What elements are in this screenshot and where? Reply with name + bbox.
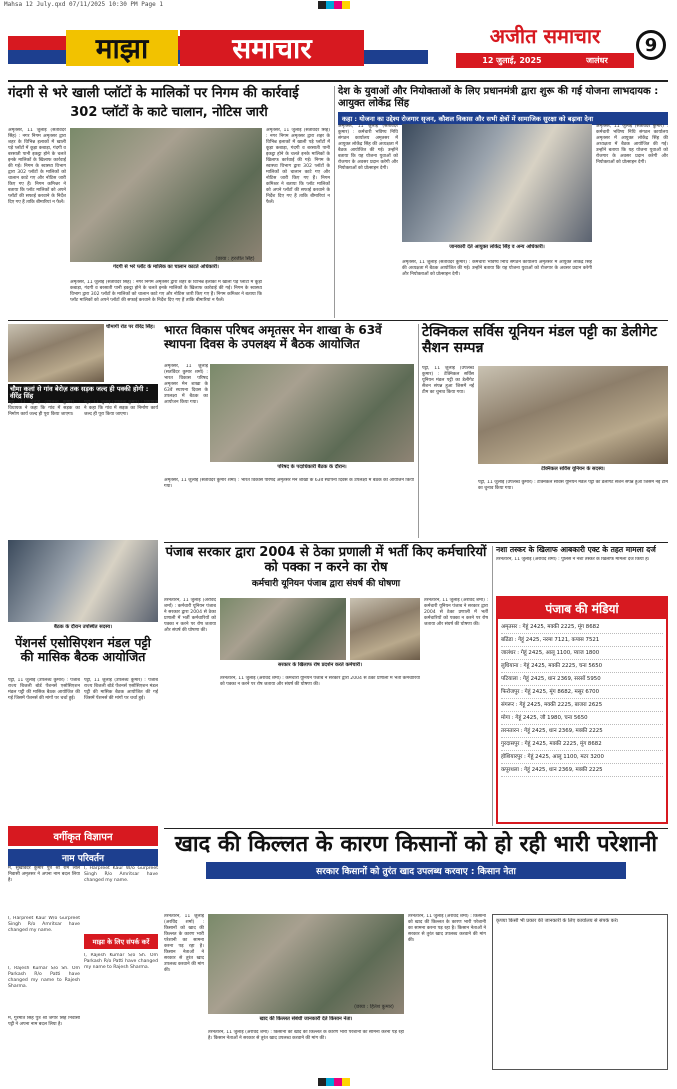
story-pension-body-col2: पट्टी, 11 जुलाई (उपलब्ध कुमार) : पंजाब राज्य बिजली बोर्ड पेंशनर्स एसोसिएशन मंडल पट्टी की मासिक बैठक आयोजित की गई जिसमें पेंशनर्स की मांगों पर चर्चा हुई। (84, 678, 158, 701)
story-pension-photo-caption: बैठक के दौरान उपस्थित सदस्य। (53, 624, 112, 630)
story-drug (496, 546, 668, 594)
page-number-badge (636, 30, 666, 60)
story-plots-body-col3: अमृतसर, 11 जुलाई (सतविंदर सिंह) : नगर निगम अमृतसर द्वारा शहर के विभिन्न इलाकों में खाली पड़े प्लॉटों में कूड़ा कबाड़ा, गंदगी व बरसाती पानी इकट्ठा होने के चलते इनके मालिकों के खिलाफ कार्रवाई की गई। निगम के स्वास्थ्य विभाग द्वारा 302 प्लॉटों के मालिकों को चालान काटे गए और नोटिस जारी किए गए हैं। निगम कमिश्नर ने बताया कि प्लॉट मालिकों को अपने प्लॉटों की सफाई करवाने के निर्देश दिए गए हैं ताकि बीमारियां न फैलें। (266, 128, 330, 205)
registration-marks-bottom (318, 1078, 350, 1086)
column-rule-3 (492, 546, 493, 826)
story-technical-photo-caption: टेक्निकल सर्विस यूनियन के सदस्य। (541, 466, 605, 472)
issue-city: जालंधर (586, 56, 608, 65)
story-bvp-photo-caption: परिषद के पदाधिकारी बैठक के दौरान। (277, 464, 347, 470)
story-technical-body-cont: पट्टी, 11 जुलाई (उपलब्ध कुमार) : टेक्निकल सर्विस यूनियन मंडल पट्टी का डेलीगेट सैशन संपन्न हुआ जिसमें नई टीम का चुनाव किया गया। (478, 480, 668, 491)
classified-item: मैं, गुरमीत सिंह पुत्र श्री जगीर सिंह निवासी पट्टी ने अपना नाम बदल लिया है। (8, 1016, 80, 1027)
masthead-title-right-box (180, 30, 364, 66)
mandi-row: संगरूर : गेहूं 2425, मक्की 2225, बाजरा 2625 (501, 699, 663, 712)
story-plots-subhead: 302 प्लॉटों के काटे चालान, नोटिस जारी (70, 104, 268, 120)
story-road-body: पट्टी, 11 जुलाई (उपलब्ध कुमार) : विधायक ने कहा कि गांव में सड़क का निर्माण कार्य जल्द ही पूरा किया जाएगा। (8, 400, 80, 417)
story-plots (8, 86, 330, 316)
story-fertilizer-body: तरनतारन, 11 जुलाई (अरविंद शर्मा) : किसानों को खाद की किल्लत के कारण भारी परेशानी का सामना करना पड़ रहा है। किसान नेताओं ने सरकार से तुरंत खाद उपलब्ध करवाने की मांग की। (164, 914, 204, 973)
page-number: 9 (644, 34, 658, 56)
story-fertilizer-photo (208, 914, 404, 1014)
story-scheme-body-cont: अमृतसर, 11 जुलाई (सतविंदर कुमार) : कर्मचारी भविष्य निधि संगठन कार्यालय अमृतसर में आयुक्त लोकेंद्र सिंह की अध्यक्षता में बैठक आयोजित की गई। उन्होंने बताया कि यह योजना युवाओं को रोजगार के अवसर प्रदान करेगी और नियोक्ताओं को प्रोत्साहन देगी। (402, 260, 592, 277)
section-rule-2 (164, 542, 668, 543)
story-scheme-photo-caption: जानकारी देते आयुक्त लोकेंद्र सिंह व अन्य अधिकारी। (449, 244, 545, 250)
story-scheme-body-col3: अमृतसर, 11 जुलाई (सतविंदर कुमार) : कर्मचारी भविष्य निधि संगठन कार्यालय अमृतसर में आयुक्त लोकेंद्र सिंह की अध्यक्षता में बैठक आयोजित की गई। उन्होंने बताया कि यह योजना युवाओं को रोजगार के अवसर प्रदान करेगी और नियोक्ताओं को प्रोत्साहन देगी। (596, 124, 668, 165)
story-contract-body-col3: तरनतारन, 11 जुलाई (अरविंद शर्मा) : कर्मचारी यूनियन पंजाब ने सरकार द्वारा 2004 से ठेका प्रणाली में भर्ती कर्मचारियों को पक्का न करने पर रोष जताया और संघर्ष की घोषणा की। (424, 598, 488, 627)
registration-marks (318, 1, 350, 9)
classifieds-section: नाम परिवर्तन (8, 849, 158, 866)
file-info: Mahsa 12 July.qxd 07/11/2025 10:30 PM Page 1 (4, 1, 163, 8)
story-fertilizer-photo-caption: खाद की किल्लत संबंधी जानकारी देते किसान नेता। (259, 1016, 353, 1022)
story-road-headline: चौमा कलां से गांव बेरोज़ तक सड़क जल्द ही पक्की होगी : वीरेंद्र सिंह (8, 384, 158, 403)
classified-item: I, Harpreet Kaur W/o Gurpreet Singh R/o Amritsar have changed my name. (8, 916, 80, 933)
masthead-title-right: समाचार (232, 32, 312, 65)
story-contract-body-cont: तरनतारन, 11 जुलाई (अरविंद शर्मा) : कर्मचारी यूनियन पंजाब ने सरकार द्वारा 2004 से ठेका प्रणाली में भर्ती कर्मचारियों को पक्का न करने पर रोष जताया और संघर्ष की घोषणा की। (220, 676, 420, 687)
story-contract-photo-2 (350, 598, 420, 660)
story-technical-headline: टेक्निकल सर्विस यूनियन मंडल पट्टी का डेलीगेट सैशन सम्पन्न (422, 324, 658, 357)
story-technical (422, 324, 668, 538)
classifieds-ad-box: माझा के लिए संपर्क करें (84, 934, 158, 949)
story-contract-subhead: कर्मचारी यूनियन पंजाब द्वारा संघर्ष की घोषणा (251, 578, 401, 589)
mandi-box (496, 596, 668, 824)
story-scheme-body: अमृतसर, 11 जुलाई (सतविंदर कुमार) : कर्मचारी भविष्य निधि संगठन कार्यालय अमृतसर में आयुक्त लोकेंद्र सिंह की अध्यक्षता में बैठक आयोजित की गई। उन्होंने बताया कि यह योजना युवाओं को रोजगार के अवसर प्रदान करेगी और नियोक्ताओं को प्रोत्साहन देगी। (338, 124, 398, 171)
story-scheme-subhead: कहा : योजना का उद्देश्य रोजगार सृजन, कौशल विकास और सभी क्षेत्रों में सामाजिक सुरक्षा को बढ़ावा देना (338, 112, 668, 125)
story-contract (164, 546, 488, 826)
masthead-title-left-box (66, 30, 178, 66)
story-fertilizer-body-cont: तरनतारन, 11 जुलाई (अरविंद शर्मा) : किसानों को खाद की किल्लत के कारण भारी परेशानी का सामना करना पड़ रहा है। किसान नेताओं ने सरकार से तुरंत खाद उपलब्ध करवाने की मांग की। (208, 1030, 404, 1041)
story-contract-headline: पंजाब सरकार द्वारा 2004 से ठेका प्रणाली में भर्ती किए कर्मचारियों को पक्का न करने का रोष (165, 545, 487, 575)
story-plots-body-cont: अमृतसर, 11 जुलाई (सतविंदर सिंह) : नगर निगम अमृतसर द्वारा शहर के विभिन्न इलाकों में खाली पड़े प्लॉटों में कूड़ा कबाड़ा, गंदगी व बरसाती पानी इकट्ठा होने के चलते इनके मालिकों के खिलाफ कार्रवाई की गई। निगम के स्वास्थ्य विभाग द्वारा 302 प्लॉटों के मालिकों को चालान काटे गए और नोटिस जारी किए गए हैं। निगम कमिश्नर ने बताया कि प्लॉट मालिकों को अपने प्लॉटों की सफाई करवाने के निर्देश दिए गए हैं ताकि बीमारियां न फैलें। (70, 280, 262, 303)
story-fertilizer-body-col3: तरनतारन, 11 जुलाई (अरविंद शर्मा) : किसानों को खाद की किल्लत के कारण भारी परेशानी का सामना करना पड़ रहा है। किसान नेताओं ने सरकार से तुरंत खाद उपलब्ध करवाने की मांग की। (408, 914, 486, 943)
story-contract-photo-1 (220, 598, 346, 660)
story-plots-photo-caption: गंदगी से भरे प्लॉट के मालिक का चालान काटते अधिकारी। (113, 264, 219, 270)
column-rule-2 (418, 324, 419, 538)
story-drug-body: तरनतारन, 11 जुलाई (अरविंद शर्मा) : पुलिस ने नशा तस्कर के खिलाफ मामला दर्ज किया है। (496, 556, 650, 562)
mandi-row: बठिंडा : गेहूं 2425, नरमा 7121, कपास 7521 (501, 634, 663, 647)
story-contract-body: तरनतारन, 11 जुलाई (अरविंद शर्मा) : कर्मचारी यूनियन पंजाब ने सरकार द्वारा 2004 से ठेका प्रणाली में भर्ती कर्मचारियों को पक्का न करने पर रोष जताया और संघर्ष की घोषणा की। (164, 598, 216, 633)
mandi-row: होशियारपुर : गेहूं 2425, आलू 1100, मटर 3200 (501, 751, 663, 764)
story-road-photo-caption: चौमार्गी रोड पर वीरेंद्र सिंह। (106, 324, 155, 330)
story-fertilizer-photo-credit: (छाया : हितेश कुमार) (354, 1004, 394, 1010)
mandi-row: लुधियाना : गेहूं 2425, मक्की 2225, चना 5650 (501, 660, 663, 673)
story-pension-headline: पेंशनर्स एसोसिएशन मंडल पट्टी की मासिक बैठक आयोजित (15, 635, 151, 665)
story-fertilizer-headline: खाद की किल्लत के कारण किसानों को हो रही भारी परेशानी (174, 832, 658, 857)
mandi-row: तरनतारन : गेहूं 2425, धान 2369, मक्की 2225 (501, 725, 663, 738)
story-scheme-headline: देश के युवाओं और नियोक्ताओं के लिए प्रधानमंत्री द्वारा शुरू की गई योजना लाभदायक : आयुक्त लोकेंद्र सिंह (338, 86, 659, 109)
story-bvp (164, 324, 414, 542)
story-fertilizer (164, 832, 668, 1072)
mandi-rows (498, 619, 666, 779)
mandi-row: अमृतसर : गेहूं 2425, मक्की 2225, मूंग 8682 (501, 621, 663, 634)
masthead-rule (8, 80, 668, 82)
mandi-row: जालंधर : गेहूं 2425, आलू 1100, प्याज 1800 (501, 647, 663, 660)
story-technical-photo (478, 366, 668, 464)
story-contract-photo-caption: सरकार के खिलाफ रोष प्रदर्शन करते कर्मचारी। (278, 662, 362, 668)
classified-item: I, Rajesh Kumar S/o Sh. Om Parkash R/o Patti have changed my name to Rajesh Sharma. (8, 966, 80, 989)
file-info-bar (0, 0, 677, 10)
story-scheme-photo (402, 124, 592, 242)
story-road-body-col2: पट्टी, 11 जुलाई (उपलब्ध कुमार) : विधायक ने कहा कि गांव में सड़क का निर्माण कार्य जल्द ही पूरा किया जाएगा। (84, 400, 158, 417)
story-bvp-body-cont: अमृतसर, 11 जुलाई (सतविंदर कुमार शर्मा) : भारत विकास परिषद अमृतसर मेन शाखा के 63वें स्थापना दिवस के उपलक्ष्य में बैठक का आयोजन किया गया। (164, 478, 414, 489)
story-road (8, 324, 158, 536)
mandi-row: गुरदासपुर : गेहूं 2425, मक्की 2225, मूंग 8682 (501, 738, 663, 751)
mandi-row: मोगा : गेहूं 2425, जौ 1980, चना 5650 (501, 712, 663, 725)
masthead-title-left: माझा (95, 32, 149, 65)
column-rule-1 (334, 86, 335, 318)
publisher-name: अजीत समाचार (489, 24, 601, 48)
classifieds-col-1 (8, 866, 80, 1072)
section-rule-1 (8, 320, 668, 321)
story-technical-body: पट्टी, 11 जुलाई (उपलब्ध कुमार) : टेक्निकल सर्विस यूनियन मंडल पट्टी का डेलीगेट सैशन संपन्न हुआ जिसमें नई टीम का चुनाव किया गया। (422, 366, 474, 395)
mandi-title: पंजाब की मंडियां (498, 598, 666, 619)
story-pension (8, 540, 158, 820)
story-bvp-photo (210, 364, 414, 462)
footer-notice-box (492, 914, 668, 1070)
story-pension-body: पट्टी, 11 जुलाई (उपलब्ध कुमार) : पंजाब राज्य बिजली बोर्ड पेंशनर्स एसोसिएशन मंडल पट्टी की मासिक बैठक आयोजित की गई जिसमें पेंशनर्स की मांगों पर चर्चा हुई। (8, 678, 80, 701)
story-road-photo (8, 324, 104, 382)
story-fertilizer-subhead: सरकार किसानों को तुरंत खाद उपलब्ध करवाए : किसान नेता (206, 862, 626, 879)
story-pension-photo (8, 540, 158, 622)
footer-notice: कृपया किसी भी प्रकार की जानकारी के लिए कार्यालय से संपर्क करें। (496, 918, 619, 924)
story-plots-body: अमृतसर, 11 जुलाई (सतविंदर सिंह) : नगर निगम अमृतसर द्वारा शहर के विभिन्न इलाकों में खाली पड़े प्लॉटों में कूड़ा कबाड़ा, गंदगी व बरसाती पानी इकट्ठा होने के चलते इनके मालिकों के खिलाफ कार्रवाई की गई। निगम के स्वास्थ्य विभाग द्वारा 302 प्लॉटों के मालिकों को चालान काटे गए और नोटिस जारी किए गए हैं। निगम कमिश्नर ने बताया कि प्लॉट मालिकों को अपने प्लॉटों की सफाई करवाने के निर्देश दिए गए हैं ताकि बीमारियां न फैलें। (8, 128, 66, 205)
section-rule-3 (164, 828, 668, 829)
story-plots-photo-credit: (छाया : हरजीत सिंह) (215, 256, 255, 262)
mandi-row: पटियाला : गेहूं 2425, धान 2369, सरसों 5950 (501, 673, 663, 686)
story-plots-headline: गंदगी से भरे खाली प्लॉटों के मालिकों पर निगम की कार्रवाई (8, 85, 299, 101)
story-bvp-body: अमृतसर, 11 जुलाई (सतविंदर कुमार शर्मा) : भारत विकास परिषद अमृतसर मेन शाखा के 63वें स्थापना दिवस के उपलक्ष्य में बैठक का आयोजन किया गया। (164, 364, 208, 405)
story-bvp-headline: भारत विकास परिषद अमृतसर मेन शाखा के 63वें स्थापना दिवस के उपलक्ष्य में बैठक आयोजित (164, 323, 382, 351)
story-scheme (338, 86, 668, 316)
mandi-row: कपूरथला : गेहूं 2425, धान 2369, मक्की 2225 (501, 764, 663, 777)
story-drug-headline: नशा तस्कर के खिलाफ आबकारी एक्ट के तहत मामला दर्ज (496, 545, 656, 554)
classifieds (8, 826, 158, 1074)
issue-date: 12 जुलाई, 2025 (482, 56, 542, 65)
masthead (8, 22, 668, 72)
mandi-row: फिरोजपुर : गेहूं 2425, मूंग 8682, मसूर 6700 (501, 686, 663, 699)
story-plots-photo (70, 128, 262, 262)
classified-item: मैं, सुखविंदर कुमार पुत्र श्री राम लाल निवासी अमृतसर ने अपना नाम बदल लिया है। (8, 866, 80, 883)
classified-item: I, Rajesh Kumar S/o Sh. Om Parkash R/o Patti have changed my name to Rajesh Sharma. (84, 953, 158, 970)
publisher-block (456, 22, 634, 70)
classified-item: I, Harpreet Kaur W/o Gurpreet Singh R/o Amritsar have changed my name. (84, 866, 158, 883)
classifieds-col-2 (84, 866, 158, 1072)
classifieds-title: वर्गीकृत विज्ञापन (8, 826, 158, 846)
